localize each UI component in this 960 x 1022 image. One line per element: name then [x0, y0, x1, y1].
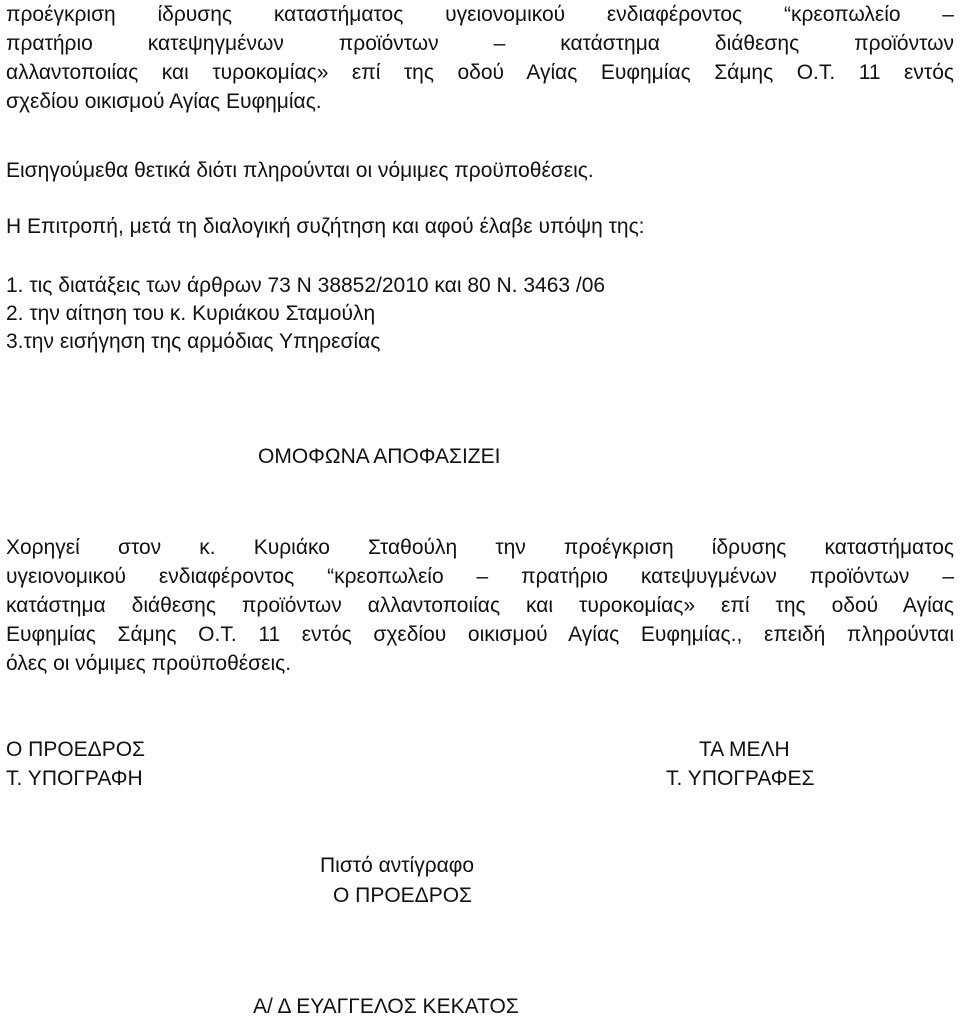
decision-line: κατάστημα διάθεσης προϊόντων αλλαντοποιίας και τυροκομίας» επί της οδού Αγίας — [6, 594, 954, 617]
recommendation-text: Εισηγούμεθα θετικά διότι πληρούνται οι νόμιμες προϋποθέσεις. — [6, 159, 594, 182]
intro-line: προέγκριση ίδρυσης καταστήματος υγειονομικού ενδιαφέροντος “κρεοπωλείο – — [6, 3, 954, 26]
signatory-name: Α/ Δ ΕΥΑΓΓΕΛΟΣ ΚΕΚΑΤΟΣ — [253, 995, 519, 1018]
certified-president-title: Ο ΠΡΟΕΔΡΟΣ — [333, 884, 473, 907]
intro-line: σχεδίου οικισμού Αγίας Ευφημίας. — [6, 90, 322, 113]
signature-right — [666, 735, 814, 793]
decision-line: Ευφημίας Σάμης Ο.Τ. 11 εντός σχεδίου οικισμού Αγίας Ευφημίας., επειδή πληρούνται — [6, 623, 954, 646]
decision-line: υγειονομικού ενδιαφέροντος “κρεοπωλείο – πρατήριο κατεψυγμένων προϊόντων – — [6, 565, 954, 588]
members-signature: Τ. ΥΠΟΓΡΑΦΕΣ — [666, 767, 815, 790]
intro-line: πρατήριο κατεψηγμένων προϊόντων – κατάστημα διάθεσης προϊόντων — [6, 32, 954, 55]
certified-copy-label: Πιστό αντίγραφο — [320, 854, 475, 877]
decision-heading: ΟΜΟΦΩΝΑ ΑΠΟΦΑΣΙΖΕΙ — [258, 445, 501, 468]
committee-intro: Η Επιτροπή, μετά τη διαλογική συζήτηση και αφού έλαβε υπόψη της: — [6, 215, 645, 238]
decision-line: όλες οι νόμιμες προϋποθέσεις. — [6, 652, 292, 675]
decision-paragraph — [6, 533, 954, 678]
president-title: Ο ΠΡΟΕΔΡΟΣ — [6, 738, 146, 761]
members-title: ΤΑ ΜΕΛΗ — [699, 738, 790, 761]
considerations-list — [6, 272, 605, 356]
signature-left — [6, 735, 145, 793]
decision-line: Χορηγεί στον κ. Κυριάκο Σταθούλη την προέγκριση ίδρυσης καταστήματος — [6, 536, 954, 559]
president-signature: Τ. ΥΠΟΓΡΑΦΗ — [6, 767, 143, 790]
certified-copy-block — [320, 851, 474, 911]
intro-line: αλλαντοποιίας και τυροκομίας» επί της οδού Αγίας Ευφημίας Σάμης Ο.Τ. 11 εντός — [6, 61, 954, 84]
consideration-item: 2. την αίτηση του κ. Κυριάκου Σταμούλη — [6, 302, 376, 325]
consideration-item: 1. τις διατάξεις των άρθρων 73 Ν 38852/2010 και 80 Ν. 3463 /06 — [6, 274, 606, 297]
intro-paragraph — [6, 0, 954, 116]
consideration-item: 3.την εισήγηση της αρμόδιας Υπηρεσίας — [6, 330, 381, 353]
